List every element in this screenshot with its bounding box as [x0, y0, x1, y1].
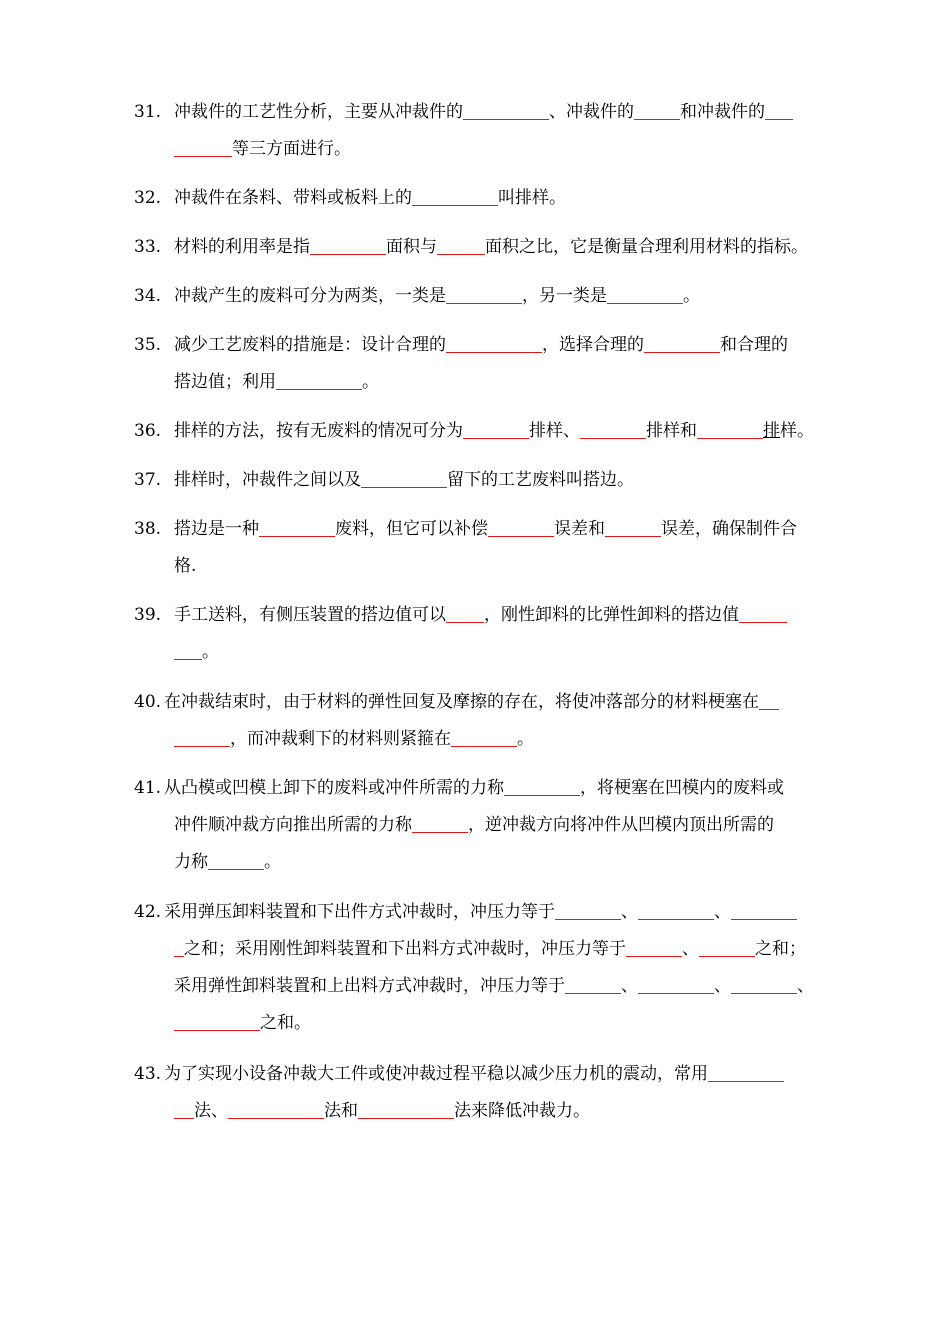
text-segment: 面积与	[386, 237, 437, 257]
fill-in-blank[interactable]	[626, 934, 682, 957]
fill-in-blank[interactable]	[446, 600, 484, 623]
text-segment: 减少工艺废料的措施是：设计合理的	[174, 335, 446, 355]
question-line	[134, 684, 866, 721]
question-text	[174, 634, 219, 671]
question-line	[134, 548, 866, 585]
text-segment: 之和；采用刚性卸料装置和下出料方式冲裁时，冲压力等于	[184, 939, 626, 959]
text-segment: ，逆冲裁方向将冲件从凹模内顶出所需的	[468, 815, 774, 835]
question-item	[134, 597, 866, 671]
fill-in-blank[interactable]	[276, 367, 362, 390]
fill-in-blank[interactable]	[412, 810, 468, 833]
question-item	[134, 511, 866, 585]
text-segment: 、	[682, 939, 699, 959]
question-text	[174, 462, 634, 499]
question-number: 32.	[134, 188, 162, 208]
fill-in-blank[interactable]	[310, 232, 386, 255]
question-number: 31.	[134, 102, 162, 122]
text-segment: 从凸模或凹模上卸下的废料或冲件所需的力称	[164, 778, 504, 798]
text-segment: 、	[621, 902, 638, 922]
question-item	[134, 229, 866, 266]
text-segment: 。	[683, 286, 700, 306]
text-segment: 叫排样。	[498, 188, 566, 208]
text-segment: 法和	[324, 1101, 358, 1121]
fill-in-blank[interactable]	[358, 1096, 454, 1119]
text-segment: 格.	[174, 556, 197, 576]
text-segment: 排样的方法，按有无废料的情况可分为	[174, 421, 463, 441]
text-segment: 面积之比，它是衡量合理利用材料的指标。	[485, 237, 808, 257]
fill-in-blank[interactable]	[228, 1096, 324, 1119]
question-line	[134, 131, 866, 168]
text-segment: 、冲裁件的	[549, 102, 634, 122]
question-item	[134, 462, 866, 499]
fill-in-blank[interactable]	[446, 330, 542, 353]
question-line	[134, 931, 866, 968]
text-segment: 排样、	[529, 421, 580, 441]
text-segment: 法来降低冲裁力。	[454, 1101, 590, 1121]
text-segment: 误差和	[554, 519, 605, 539]
question-line	[134, 511, 866, 548]
question-text	[174, 94, 793, 131]
question-text	[174, 1005, 311, 1042]
question-number: 37.	[134, 470, 162, 490]
fill-in-blank[interactable]	[446, 281, 522, 304]
fill-in-blank[interactable]	[765, 97, 793, 120]
text-segment: 。	[264, 852, 281, 872]
question-text	[174, 413, 814, 450]
text-segment: 材料的利用率是指	[174, 237, 310, 257]
text-segment: 法、	[194, 1101, 228, 1121]
question-line	[134, 180, 866, 217]
text-segment: 搭边是一种	[174, 519, 259, 539]
text-segment: ，将梗塞在凹模内的废料或	[580, 778, 784, 798]
fill-in-blank[interactable]	[504, 773, 580, 796]
question-item	[134, 278, 866, 315]
question-number: 40.	[134, 692, 162, 712]
question-line	[134, 1093, 866, 1130]
question-line	[134, 721, 866, 758]
text-segment: 冲件顺冲裁方向推出所需的力称	[174, 815, 412, 835]
question-line	[134, 597, 866, 634]
question-text	[174, 278, 700, 315]
question-text	[174, 364, 379, 401]
question-number: 34.	[134, 286, 162, 306]
text-segment: 采用弹性卸料装置和上出料方式冲裁时，冲压力等于	[174, 976, 565, 996]
question-text	[174, 844, 281, 881]
text-segment: 样。	[780, 421, 814, 441]
question-text	[164, 684, 779, 721]
text-segment: 之和；	[755, 939, 806, 959]
question-item	[134, 1056, 866, 1130]
text-segment: 、	[797, 976, 814, 996]
fill-in-blank[interactable]	[638, 971, 714, 994]
question-number: 43.	[134, 1064, 162, 1084]
question-line	[134, 94, 866, 131]
text-segment: 和合理的	[720, 335, 788, 355]
fill-in-blank[interactable]	[174, 637, 202, 660]
text-segment: 、	[621, 976, 638, 996]
question-number: 33.	[134, 237, 162, 257]
question-number: 42.	[134, 902, 162, 922]
text-segment: 留下的工艺废料叫搭边。	[447, 470, 634, 490]
question-text	[174, 131, 351, 168]
fill-in-blank[interactable]	[699, 934, 755, 957]
question-item	[134, 413, 866, 450]
fill-in-blank[interactable]	[731, 971, 797, 994]
question-text	[164, 770, 784, 807]
question-line	[134, 770, 866, 807]
text-segment: 之和。	[260, 1013, 311, 1033]
text-segment: ，选择合理的	[542, 335, 644, 355]
fill-in-blank[interactable]	[580, 416, 646, 439]
text-segment: 、	[714, 902, 731, 922]
text-segment: 。	[202, 642, 219, 662]
fill-in-blank[interactable]	[565, 971, 621, 994]
question-item	[134, 180, 866, 217]
fill-in-blank[interactable]	[174, 1008, 260, 1031]
text-segment: 冲裁产生的废料可分为两类，一类是	[174, 286, 446, 306]
fill-in-blank[interactable]	[607, 281, 683, 304]
question-text	[174, 931, 806, 968]
fill-in-blank[interactable]	[739, 600, 787, 623]
fill-in-blank[interactable]	[208, 847, 264, 870]
text-segment: 手工送料，有侧压装置的搭边值可以	[174, 605, 446, 625]
text-segment: 排样时，冲裁件之间以及	[174, 470, 361, 490]
fill-in-blank[interactable]	[731, 897, 797, 920]
question-number: 38.	[134, 519, 162, 539]
question-line	[134, 413, 866, 450]
text-segment: 在冲裁结束时，由于材料的弹性回复及摩擦的存在，将使冲落部分的材料梗塞在	[164, 692, 759, 712]
question-text	[174, 229, 808, 266]
question-text	[174, 1093, 590, 1130]
question-line	[134, 327, 866, 364]
fill-in-blank[interactable]	[708, 1059, 784, 1082]
fill-in-blank[interactable]	[174, 724, 230, 747]
text-segment: 采用弹压卸料装置和下出件方式冲裁时，冲压力等于	[164, 902, 555, 922]
fill-in-blank[interactable]	[451, 724, 517, 747]
question-text	[164, 1056, 784, 1093]
fill-in-blank[interactable]	[759, 687, 779, 710]
question-text	[174, 597, 787, 634]
question-number: 36.	[134, 421, 162, 441]
question-item	[134, 94, 866, 168]
text-segment: ，刚性卸料的比弹性卸料的搭边值	[484, 605, 739, 625]
fill-in-blank[interactable]	[634, 97, 680, 120]
text-segment: 误差，确保制件合	[661, 519, 797, 539]
question-line	[134, 229, 866, 266]
text-segment: 为了实现小设备冲裁大工件或使冲裁过程平稳以减少压力机的震动，常用	[164, 1064, 708, 1084]
text-segment: 废料，但它可以补偿	[335, 519, 488, 539]
fill-in-blank[interactable]	[488, 514, 554, 537]
text-segment: 等三方面进行。	[232, 139, 351, 159]
question-number: 35.	[134, 335, 162, 355]
text-segment: 冲裁件在条料、带料或板料上的	[174, 188, 412, 208]
question-text	[174, 548, 196, 585]
text-segment: 。	[362, 372, 379, 392]
fill-in-blank[interactable]	[555, 897, 621, 920]
text-segment: ，而冲裁剩下的材料则紧箍在	[230, 729, 451, 749]
question-line	[134, 807, 866, 844]
fill-in-blank[interactable]	[412, 183, 498, 206]
fill-in-blank[interactable]	[638, 897, 714, 920]
question-item	[134, 894, 866, 1042]
fill-in-blank[interactable]	[463, 416, 529, 439]
question-line	[134, 894, 866, 931]
question-item	[134, 327, 866, 401]
question-item	[134, 770, 866, 881]
fill-in-blank[interactable]	[605, 514, 661, 537]
question-line	[134, 634, 866, 671]
question-line	[134, 278, 866, 315]
question-line	[134, 462, 866, 499]
question-line	[134, 1056, 866, 1093]
question-text	[174, 721, 534, 758]
fill-in-blank[interactable]	[259, 514, 335, 537]
text-segment: 和冲裁件的	[680, 102, 765, 122]
question-number: 39.	[134, 605, 162, 625]
question-line	[134, 1005, 866, 1042]
text-segment: 力称	[174, 852, 208, 872]
fill-in-blank[interactable]	[463, 97, 549, 120]
question-number: 41.	[134, 778, 162, 798]
question-text	[174, 807, 774, 844]
question-text	[164, 894, 797, 931]
fill-in-blank[interactable]	[644, 330, 720, 353]
text-segment: 冲裁件的工艺性分析，主要从冲裁件的	[174, 102, 463, 122]
question-line	[134, 364, 866, 401]
text-segment: 。	[517, 729, 534, 749]
text-segment: 、	[714, 976, 731, 996]
question-text	[174, 180, 566, 217]
fill-in-blank[interactable]	[361, 465, 447, 488]
question-line	[134, 844, 866, 881]
fill-in-blank[interactable]	[174, 1096, 194, 1119]
fill-in-blank[interactable]	[437, 232, 485, 255]
question-text	[174, 327, 788, 364]
text-segment: 排样和	[646, 421, 697, 441]
question-item	[134, 684, 866, 758]
question-line	[134, 968, 866, 1005]
fill-in-blank[interactable]	[174, 134, 232, 157]
question-text	[174, 968, 814, 1005]
text-segment: ，另一类是	[522, 286, 607, 306]
question-text	[174, 511, 797, 548]
fill-in-blank[interactable]	[174, 934, 184, 957]
text-segment: 搭边值；利用	[174, 372, 276, 392]
fill-in-blank[interactable]	[697, 416, 763, 439]
underlined-text: 排	[763, 421, 780, 441]
